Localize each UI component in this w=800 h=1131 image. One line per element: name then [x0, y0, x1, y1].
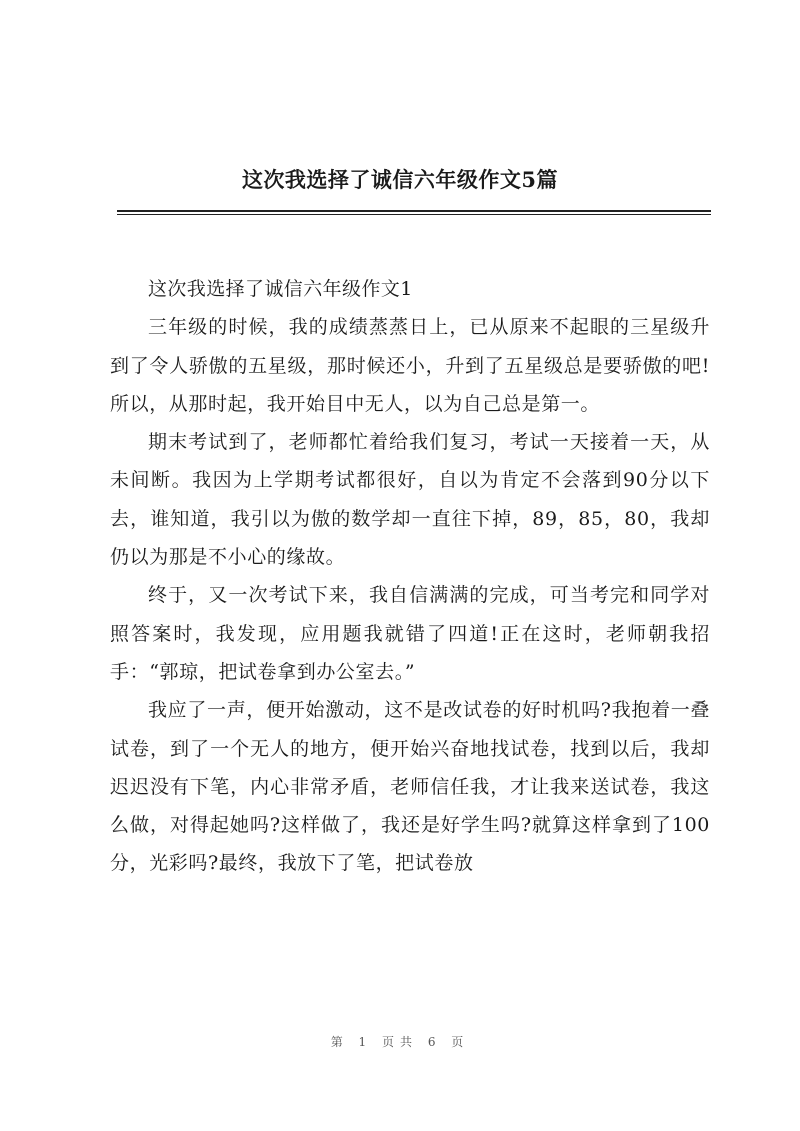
section-heading: 这次我选择了诚信六年级作文1: [148, 278, 413, 300]
document-body: [110, 270, 710, 883]
paragraph: 期末考试到了，老师都忙着给我们复习，考试一天接着一天，从未间断。我因为上学期考试都很好，自以为肯定不会落到90分以下去，谁知道，我引以为傲的数学却一直往下掉，89，85，80，我却仍以为那是不小心的缘故。: [110, 431, 710, 569]
title-divider: [117, 210, 711, 212]
paragraph: 我应了一声，便开始激动，这不是改试卷的好时机吗?我抱着一叠试卷，到了一个无人的地方，便开始兴奋地找试卷，找到以后，我却迟迟没有下笔，内心非常矛盾，老师信任我，才让我来送试卷，我这么做，对得起她吗?这样做了，我还是好学生吗?就算这样拿到了100分，光彩吗?最终，我放下了笔，把试卷放: [110, 699, 710, 875]
paragraph: 三年级的时候，我的成绩蒸蒸日上，已从原来不起眼的三星级升到了令人骄傲的五星级，那时候还小，升到了五星级总是要骄傲的吧!所以，从那时起，我开始目中无人，以为自己总是第一。: [110, 316, 710, 415]
paragraph: 终于，又一次考试下来，我自信满满的完成，可当考完和同学对照答案时，我发现，应用题我就错了四道!正在这时，老师朝我招手：“郭琼，把试卷拿到办公室去。”: [110, 584, 710, 683]
document-title: 这次我选择了诚信六年级作文5篇: [241, 167, 559, 192]
title-divider-thin: [117, 214, 711, 215]
page-number: 第 1 页共 6 页: [330, 1035, 470, 1049]
